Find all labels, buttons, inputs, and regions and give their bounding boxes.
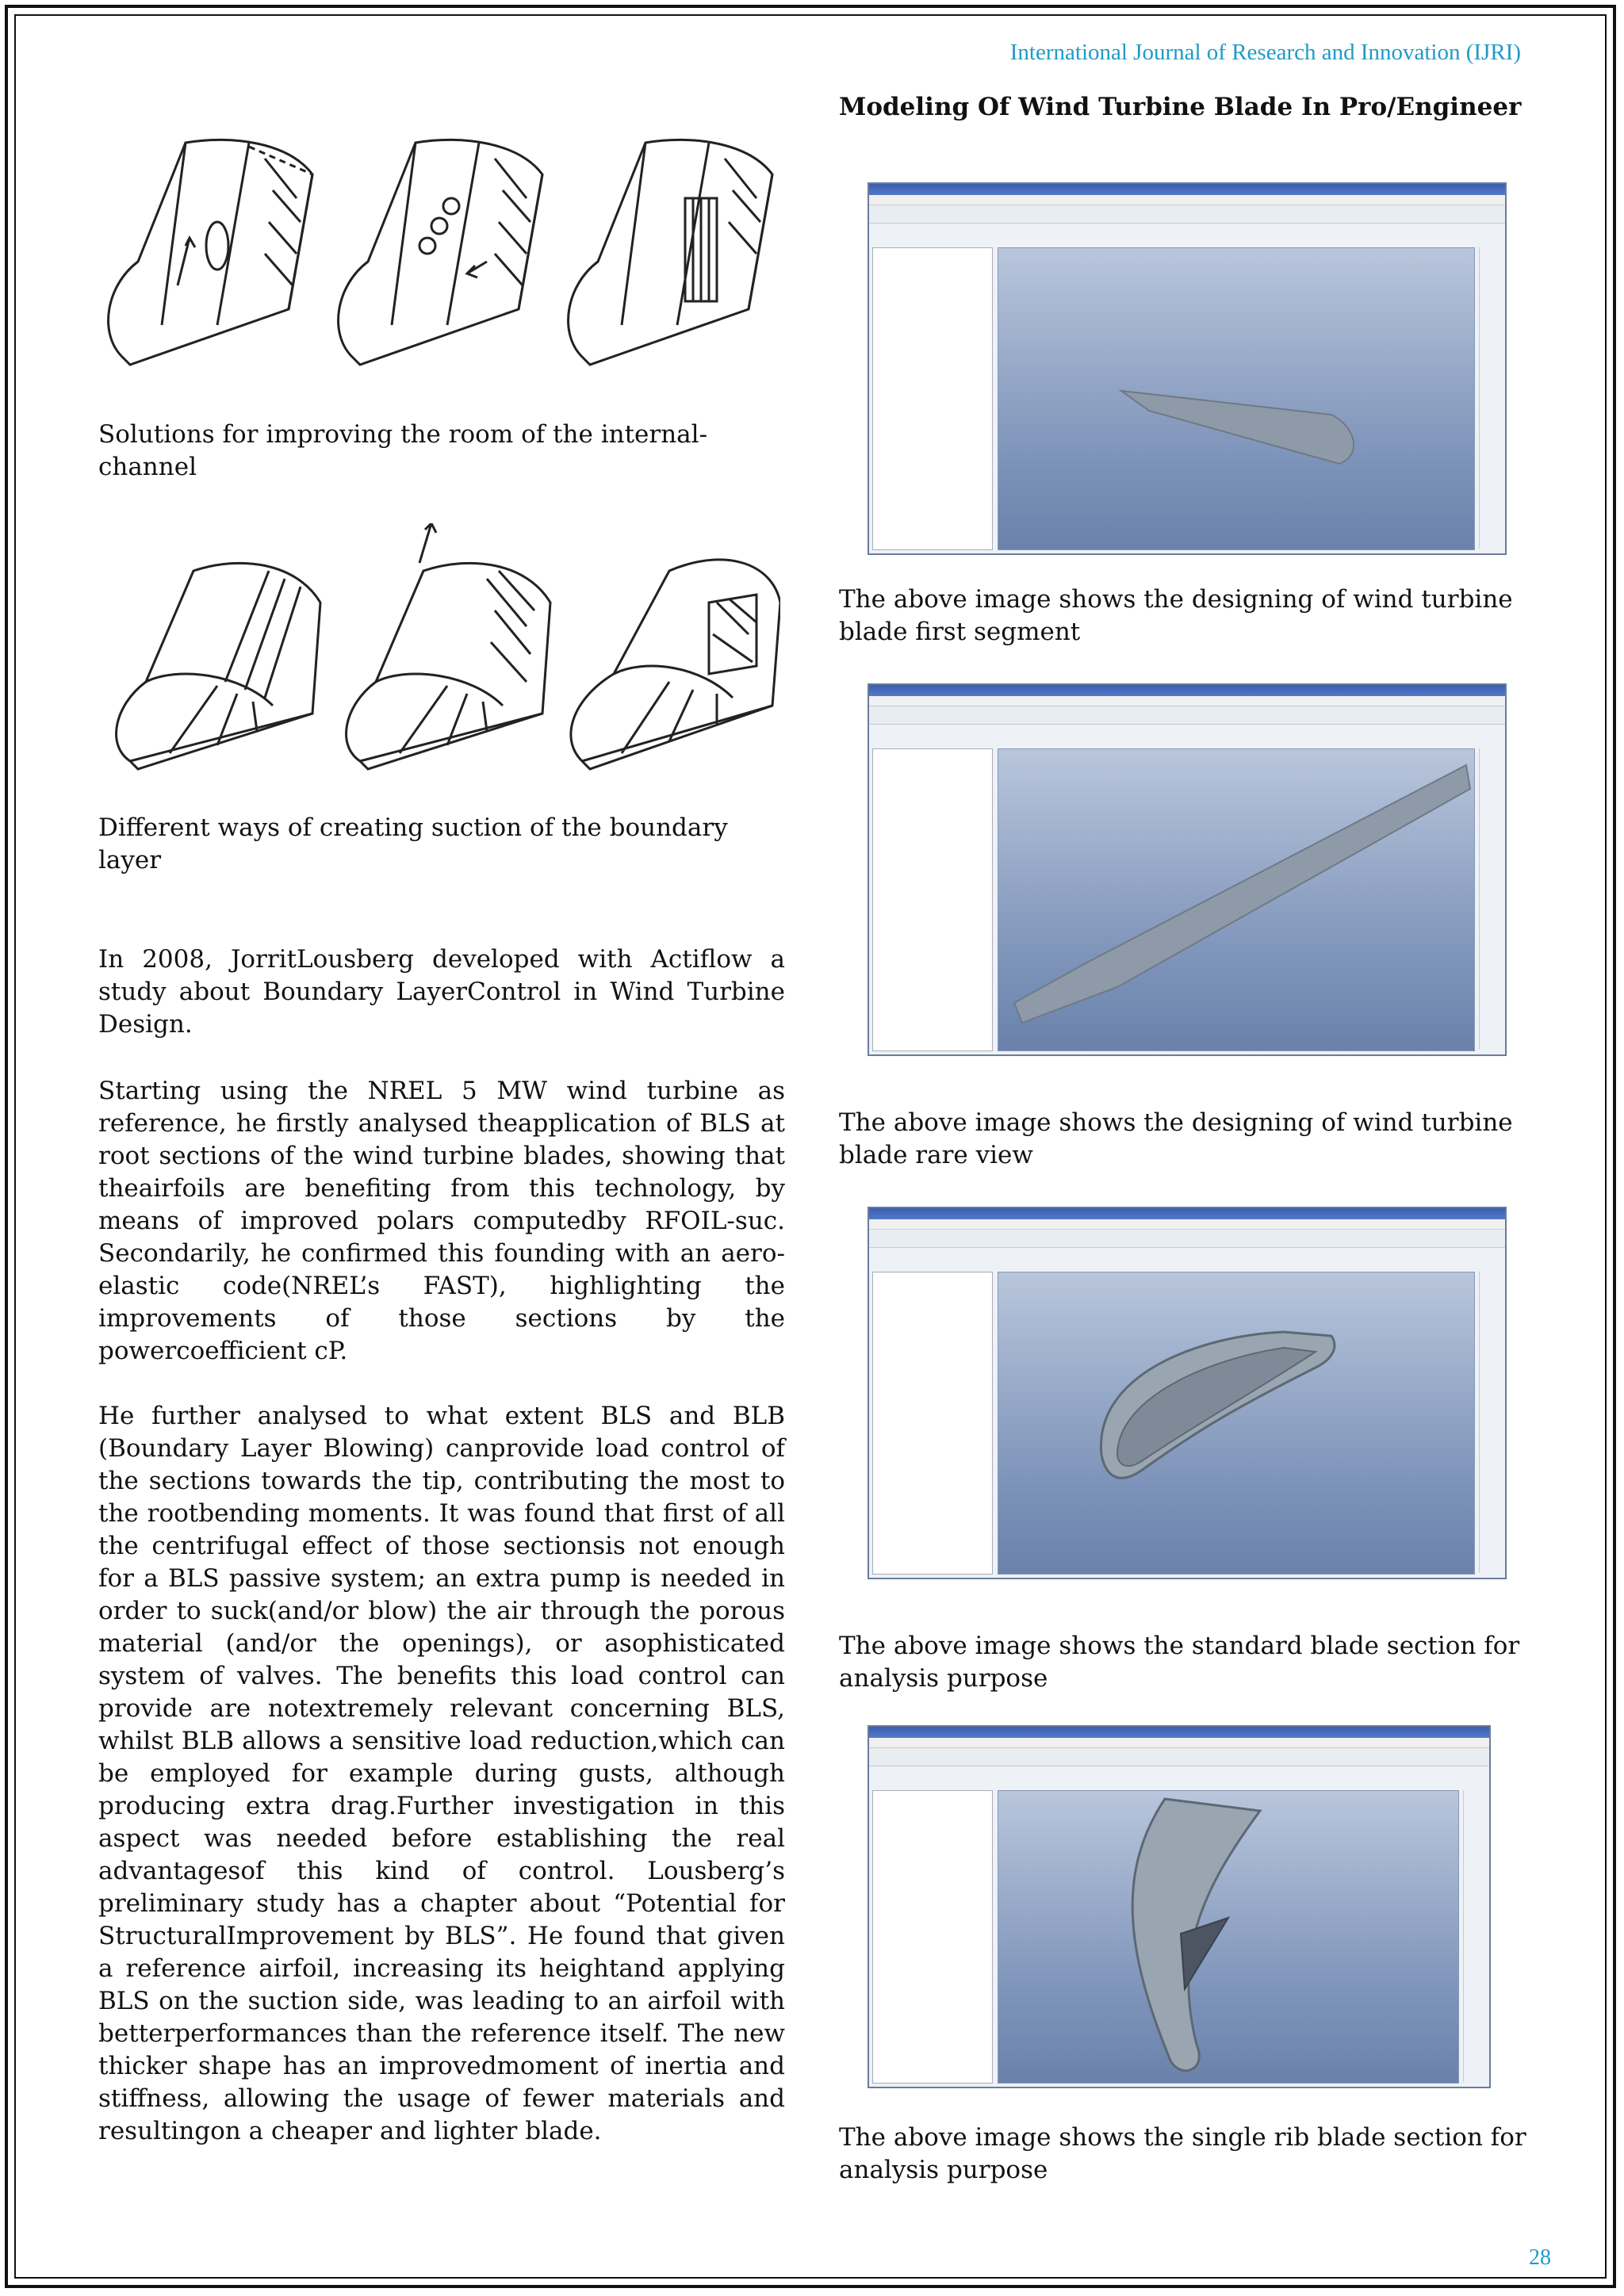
screenshot-toolbar — [869, 1230, 1505, 1248]
screenshot-right-toolbar — [1463, 1790, 1486, 2082]
model-tree-panel — [872, 748, 993, 1051]
screenshot-titlebar — [869, 685, 1505, 696]
blade-rear-model — [998, 749, 1474, 1050]
journal-header: International Journal of Research and Innovation (IJRI) — [1009, 40, 1521, 65]
proe-screenshot-3 — [868, 1207, 1507, 1579]
standard-section-model — [998, 1272, 1474, 1574]
screenshot-toolbar — [869, 1748, 1489, 1766]
paragraph-3: He further analysed to what extent BLS and BLB (Boundary Layer Blowing) canprovide load control of the sections towards the tip, contributing the most to the rootbending moments. It was found that first of all the centrifugal effect of those sectionsis not enough for a BLS passive system; an extra pump is needed in order to suck(and/or blow) the air through the porous material (and/or the openings), or asophisticated system of valves. The benefits this load control can provide are notextremely relevant concerning BLS, whilst BLB allows a sensitive load reduction,which can be employed for example during gusts, although producing extra drag.Further investigation in this aspect was needed before establishing the real advantagesof this kind of control. Lousberg’s preliminary study has a chapter about “Potential for StructuralImprovement by BLS”. He found that given a reference airfoil, increasing its heightand applying BLS on the suction side, was leading to an airfoil with betterperformances than the reference itself. The new thicker shape has an improvedmoment of inertia and stiffness, allowing the usage of fewer materials and resultingon a cheaper and lighter blade. — [98, 1402, 785, 2145]
paragraph-2: Starting using the NREL 5 MW wind turbine as reference, he firstly analysed theapplication of BLS at root sections of the wind turbine blades, showing that theairfoils are benefiting from this technology, by means of improved polars computedby RFOIL-suc. Secondarily, he confirmed this founding with an aero-elastic code(NREL’s FAST), highlighting the improvements of those sections by the powercoefficient cP. — [98, 1077, 785, 1365]
proe-screenshot-1 — [868, 182, 1507, 555]
right-caption-3: The above image shows the standard blade section for analysis purpose — [839, 1632, 1520, 1693]
blade-segment-model — [998, 248, 1474, 549]
section-heading: Modeling Of Wind Turbine Blade In Pro/Engineer — [839, 93, 1522, 121]
model-viewport — [998, 1790, 1459, 2084]
left-caption-2: Different ways of creating suction of the boundary layer — [98, 813, 728, 874]
model-tree-panel — [872, 1790, 993, 2084]
screenshot-menubar — [869, 696, 1505, 706]
suction-figure — [98, 523, 780, 785]
right-caption-4: The above image shows the single rib blade section for analysis purpose — [839, 2123, 1526, 2184]
screenshot-right-toolbar — [1479, 247, 1502, 549]
right-caption-2: The above image shows the designing of wind turbine blade rare view — [839, 1108, 1513, 1169]
proe-screenshot-2 — [868, 683, 1507, 1056]
suction-blade-2 — [347, 523, 550, 769]
screenshot-menubar — [869, 195, 1505, 205]
screenshot-menubar — [869, 1219, 1505, 1230]
suction-blade-3 — [571, 560, 780, 769]
model-viewport — [998, 748, 1475, 1051]
internal-channel-figure — [98, 127, 780, 388]
single-rib-section-model — [998, 1791, 1458, 2083]
page-number: 28 — [1529, 2245, 1551, 2270]
model-tree-panel — [872, 247, 993, 550]
left-caption-1: Solutions for improving the room of the internal-channel — [98, 420, 708, 481]
screenshot-titlebar — [869, 1208, 1505, 1219]
channel-blade-3 — [569, 140, 772, 365]
paragraph-1: In 2008, JorritLousberg developed with Actiflow a study about Boundary LayerControl in Wind Turbine Design. — [98, 945, 785, 1039]
model-viewport — [998, 247, 1475, 550]
screenshot-toolbar — [869, 706, 1505, 725]
screenshot-toolbar — [869, 205, 1505, 224]
model-tree-panel — [872, 1272, 993, 1575]
channel-blade-2 — [339, 140, 542, 365]
screenshot-right-toolbar — [1479, 1272, 1502, 1573]
right-caption-1: The above image shows the designing of wind turbine blade first segment — [839, 585, 1513, 646]
screenshot-titlebar — [869, 1727, 1489, 1738]
channel-blade-1 — [109, 140, 312, 365]
screenshot-right-toolbar — [1479, 748, 1502, 1050]
model-viewport — [998, 1272, 1475, 1575]
screenshot-menubar — [869, 1738, 1489, 1748]
suction-blade-1 — [117, 563, 320, 769]
screenshot-titlebar — [869, 184, 1505, 195]
proe-screenshot-4 — [868, 1725, 1491, 2088]
